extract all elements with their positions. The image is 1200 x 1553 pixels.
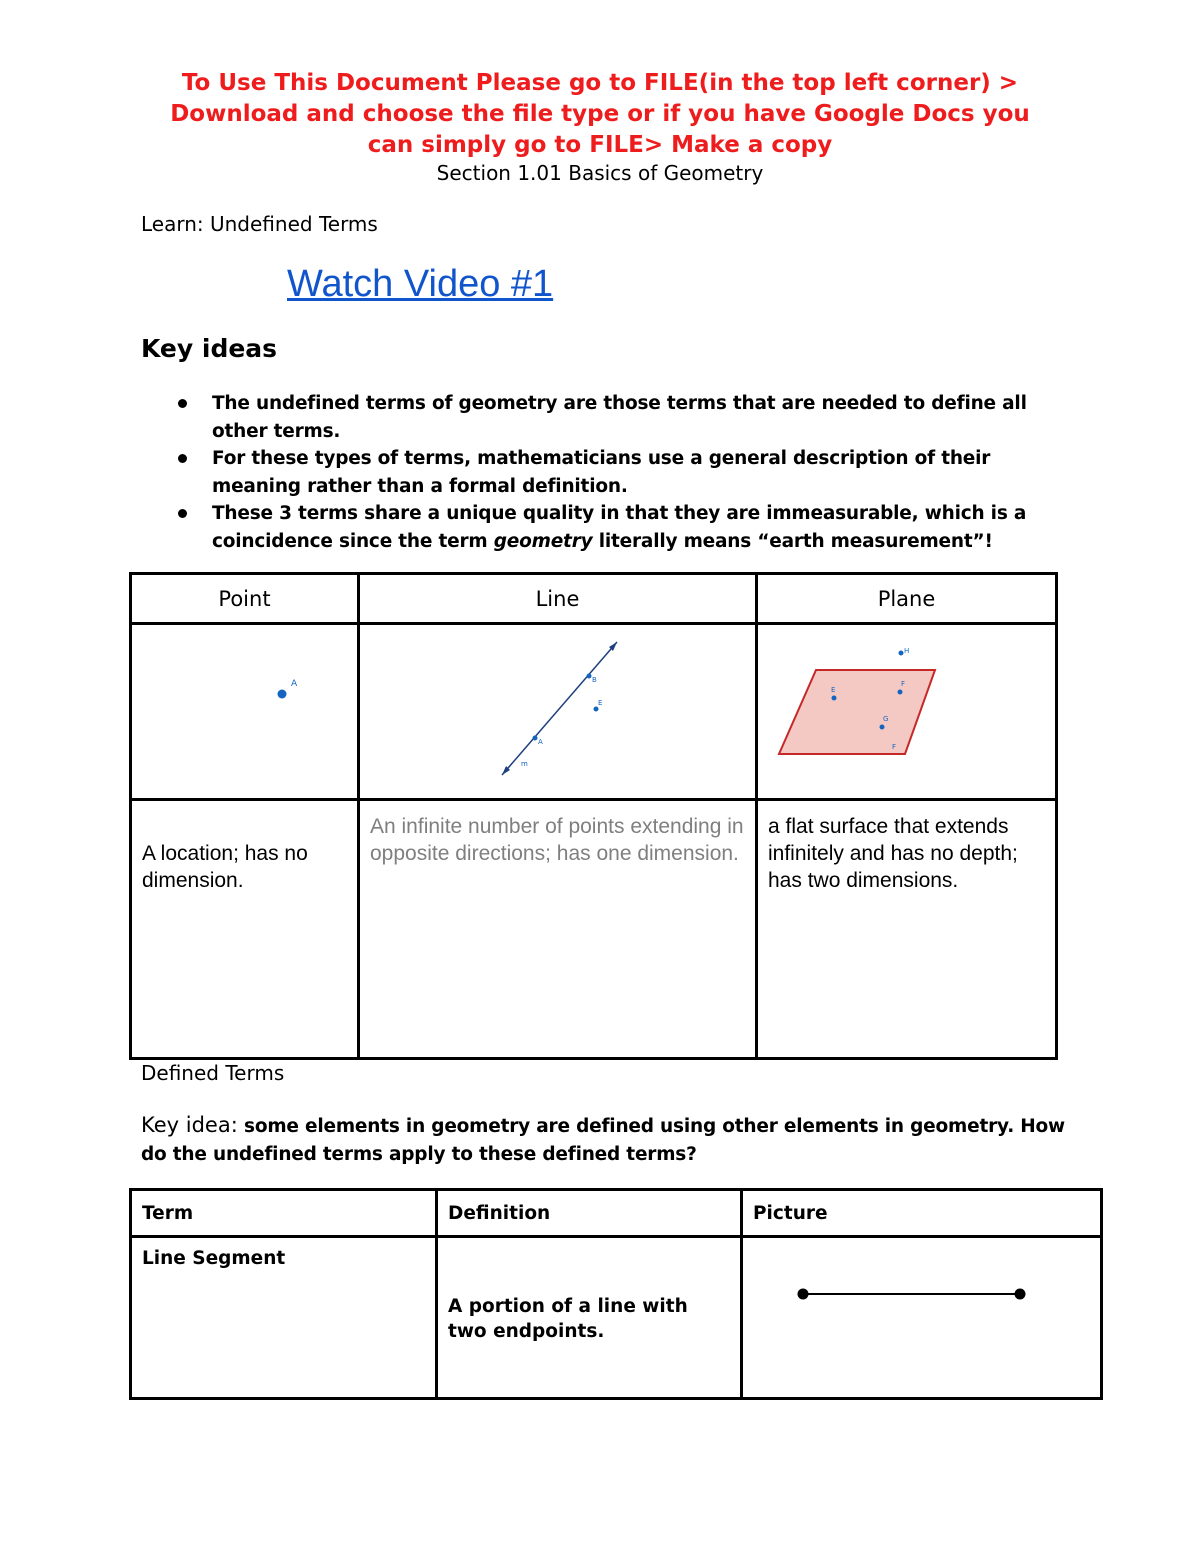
plane-label-e: E [831,686,836,694]
download-notice [80,68,1120,161]
bullet-icon [178,509,187,518]
point-description: A location; has no dimension. [131,800,359,1059]
defined-terms-heading: Defined Terms [141,1061,285,1085]
list-item [212,500,1062,555]
notice-line-2: Download and choose the file type or if you have Google Docs you [170,101,1030,127]
plane-figure-cell [757,624,1057,800]
line-label-m: m [521,760,528,768]
plane-description: a flat surface that extends infinitely and has no depth; has two dimensions. [757,800,1057,1059]
key-ideas-list [212,390,1062,555]
plane-point-f-top [898,690,903,695]
header-term: Term [131,1190,437,1237]
list-item [212,390,1062,445]
watch-video-link[interactable]: Watch Video #1 [287,263,554,305]
header-definition: Definition [437,1190,742,1237]
bullet-text: The undefined terms of geometry are those terms that are needed to define all other terms. [212,393,1027,442]
list-item [212,445,1062,500]
plane-label-h: H [904,647,910,655]
bullet-text-end: literally means “earth measurement”! [592,530,993,552]
line-segment-figure [743,1238,1083,1398]
point-figure [132,625,357,794]
line-description: An infinite number of points extending in opposite directions; has one dimension. [359,800,757,1059]
segment-endpoint-left [798,1289,809,1300]
line-point-a [533,736,538,741]
plane-label-g: G [883,715,889,723]
point-label: A [291,679,298,689]
line-point-b [587,674,592,679]
bullet-icon [178,454,187,463]
line-point-e [594,707,599,712]
undefined-terms-table [129,572,1058,1060]
plane-label-f-top: F [901,680,906,688]
header-line: Line [359,574,757,624]
picture-cell [742,1237,1102,1399]
point-figure-cell [131,624,359,800]
plane-parallelogram [779,670,935,754]
key-idea-text: some elements in geometry are defined using other elements in geometry. How do the undefined terms apply to these defined terms? [141,1116,1065,1165]
plane-figure [758,625,1055,794]
bullet-text-start: These 3 terms share a unique quality in that they are immeasurable, which is a coincidence since the term [212,503,1027,552]
learn-heading: Learn: Undefined Terms [141,212,378,236]
key-idea-paragraph [141,1111,1071,1169]
defined-terms-table [129,1188,1103,1400]
point-dot [278,690,287,699]
header-plane: Plane [757,574,1057,624]
table-row [131,1237,1102,1399]
section-title: Section 1.01 Basics of Geometry [436,161,764,185]
notice-line-1: To Use This Document Please go to FILE(in the top left corner) > [181,70,1019,96]
line-label-e: E [598,699,603,707]
line-figure-cell [359,624,757,800]
definition-cell: A portion of a line with two endpoints. [437,1237,742,1399]
line-figure [360,625,755,794]
key-idea-label: Key idea: [141,1113,238,1137]
line-label-a: A [538,738,543,746]
header-point: Point [131,574,359,624]
plane-point-g [880,725,885,730]
bullet-text: For these types of terms, mathematicians use a general description of their meaning rather than a formal definition. [212,448,991,497]
line-m [502,642,617,775]
header-picture: Picture [742,1190,1102,1237]
plane-point-e [832,696,837,701]
notice-line-3: can simply go to FILE> Make a copy [367,132,833,158]
key-ideas-heading: Key ideas [141,334,278,363]
line-label-b: B [592,676,597,684]
segment-endpoint-right [1015,1289,1026,1300]
plane-point-h [899,651,904,656]
bullet-icon [178,399,187,408]
bullet-text-italic: geometry [493,530,593,552]
plane-label-f-bottom: F [892,743,897,751]
term-cell: Line Segment [131,1237,437,1399]
